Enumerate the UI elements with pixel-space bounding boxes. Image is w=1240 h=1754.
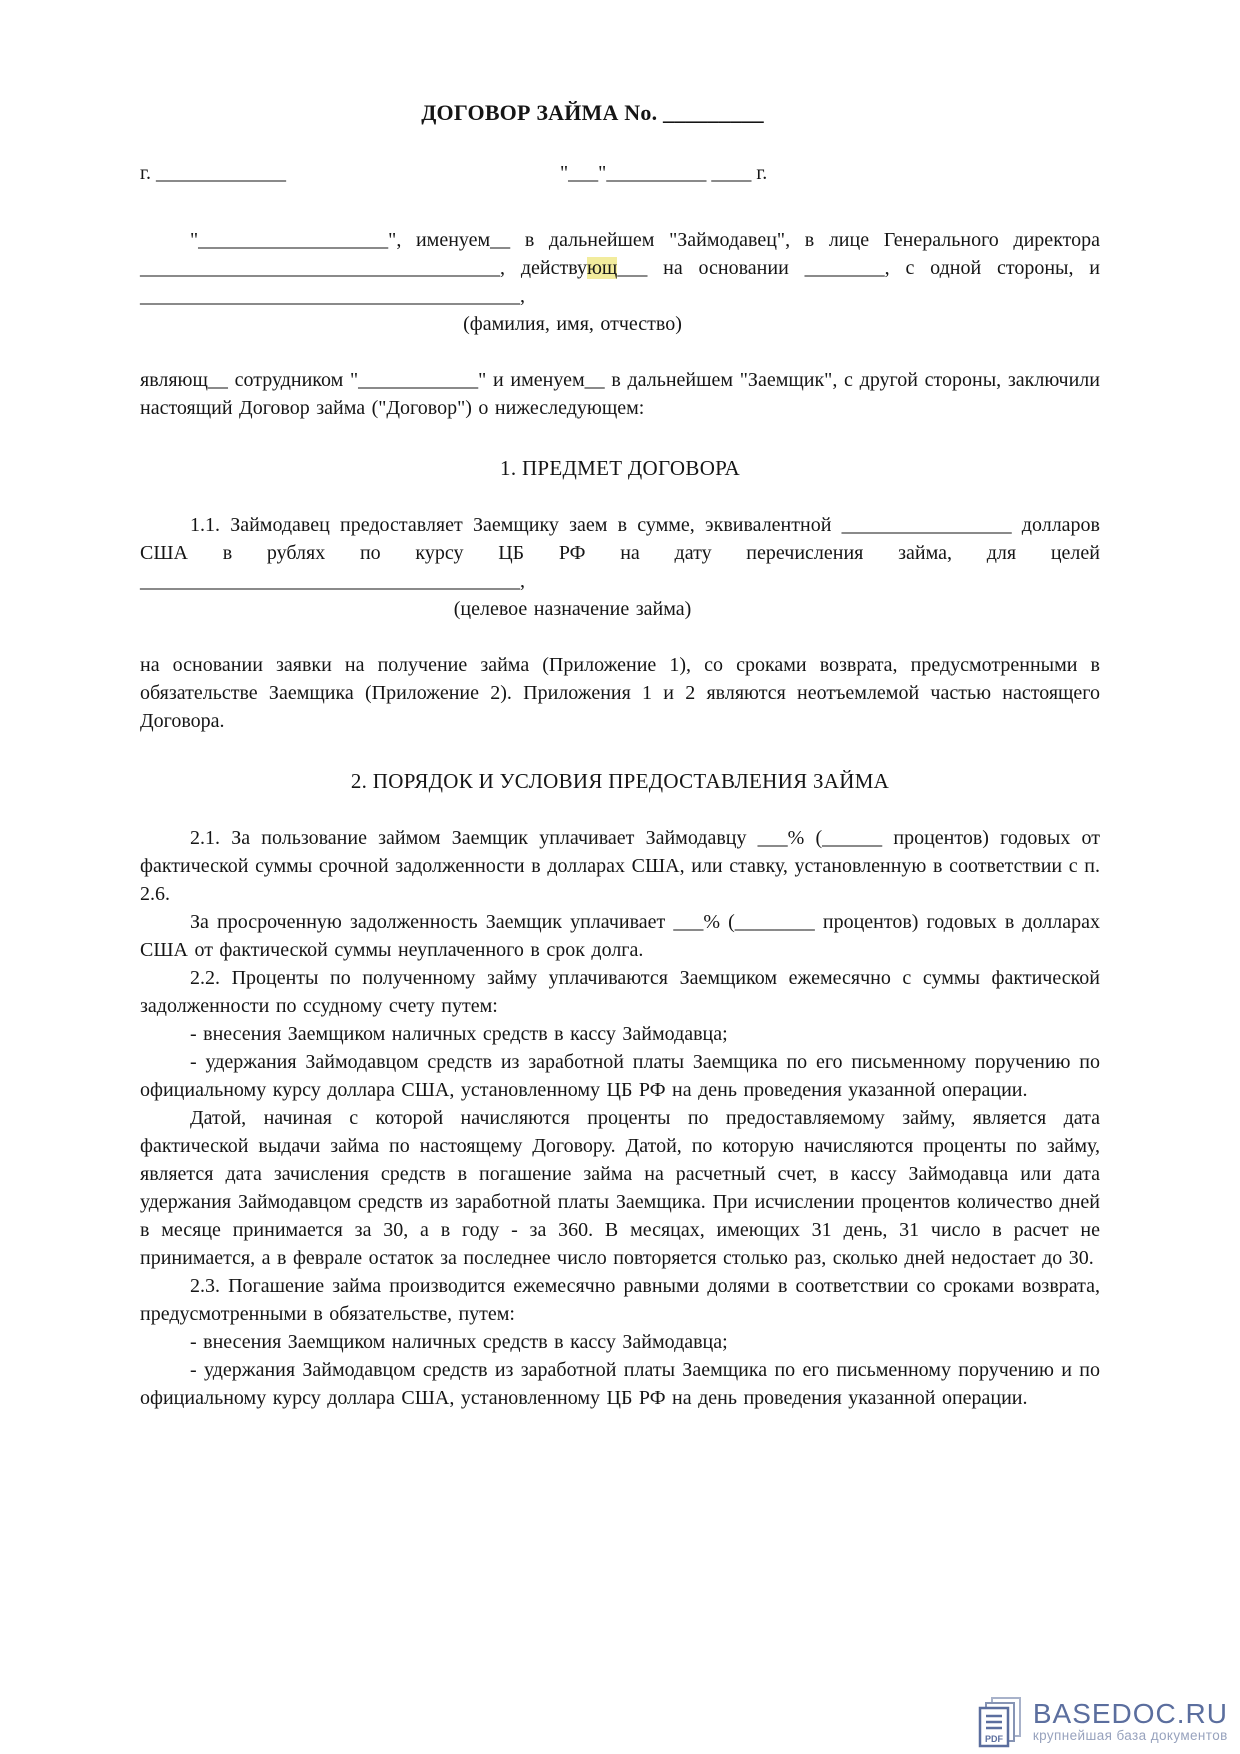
clause-2-1: 2.1. За пользование займом Заемщик уплачивает Займодавцу ___% (______ процентов) годовых от фактической суммы срочной задолженности в долларах США, или ставку, установленную в соответствии с п. 2.6. <box>140 827 1100 905</box>
watermark-text <box>1033 1700 1228 1744</box>
clause-1-1: 1.1. Займодавец предоставляет Заемщику заем в сумме, эквивалентной _________________ долларов США в рублях по курсу ЦБ РФ на дату перечисления займа, для целей ______________________________________, <box>140 514 1100 592</box>
section-2-heading: 2. ПОРЯДОК И УСЛОВИЯ ПРЕДОСТАВЛЕНИЯ ЗАЙМА <box>350 769 890 793</box>
basedoc-tagline-text: крупнейшая база документов <box>1032 1728 1228 1743</box>
fio-caption: (фамилия, имя, отчество) <box>463 313 682 335</box>
basedoc-brand-text: BASEDOC.RU <box>1032 1698 1228 1729</box>
clause-2-3: 2.3. Погашение займа производится ежемесячно равными долями в соответствии со сроками возврата, предусмотренными в обязательстве, путем: <box>140 1275 1100 1325</box>
date-blank: "___"__________ ____ г. <box>560 162 768 184</box>
clause-2-2-item-withholding: - удержания Займодавцом средств из заработной платы Заемщика по его письменному поручению по официальному курсу доллара США, установленному ЦБ РФ на день проведения указанной операции. <box>140 1051 1100 1101</box>
clause-2-3-item-cash: - внесения Заемщиком наличных средств в кассу Займодавца; <box>190 1331 728 1353</box>
section-1-heading: 1. ПРЕДМЕТ ДОГОВОРА <box>500 456 740 480</box>
city-date-line <box>140 162 1100 192</box>
preamble-borrower-paragraph: являющ__ сотрудником "____________" и именуем__ в дальнейшем "Заемщик", с другой стороны, заключили настоящий Договор займа ("Договор") о нижеследующем: <box>140 369 1100 419</box>
pdf-icon-label: PDF <box>984 1734 1003 1744</box>
loan-purpose-caption: (целевое назначение займа) <box>453 598 692 620</box>
clause-2-2-item-cash: - внесения Заемщиком наличных средств в кассу Займодавца; <box>190 1023 728 1045</box>
clause-2-1-overdue: За просроченную задолженность Заемщик уплачивает ___% (________ процентов) годовых в долларах США от фактической суммы неуплаченного в срок долга. <box>140 911 1100 961</box>
preamble-lender-paragraph: "___________________", именуем__ в дальнейшем "Займодавец", в лице Генерального директора ____________________________________, действующ___ на основании ________, с одной стороны, и ______________________________________, <box>140 229 1100 307</box>
clause-2-3-item-withholding: - удержания Займодавцом средств из заработной платы Заемщика по его письменному поручению и по официальному курсу доллара США, установленному ЦБ РФ на день проведения указанной операции. <box>140 1359 1100 1409</box>
contract-title: ДОГОВОР ЗАЙМА No. _________ <box>421 100 764 125</box>
city-blank: г. _____________ <box>140 162 286 184</box>
clause-2-2-interest-dates: Датой, начиная с которой начисляются проценты по предоставляемому займу, является дата фактической выдачи займа по настоящему Договору. Датой, по которую начисляются проценты по займу, является дата зачисления средств в погашение займа на расчетный счет, в кассу Займодавца или дата удержания Займодавцом средств из заработной платы Заемщика. При исчислении процентов количество дней в месяце принимается за 30, а в году - за 360. В месяцах, имеющих 31 день, 31 число в расчет не принимается, а в феврале остаток за последнее число повторяется столько раз, сколько дней недостает до 30. <box>140 1107 1100 1269</box>
basedoc-watermark <box>978 1696 1228 1748</box>
clause-1-1-continuation: на основании заявки на получение займа (Приложение 1), со сроками возврата, предусмотренными в обязательстве Заемщика (Приложение 2). Приложения 1 и 2 являются неотъемлемой частью настоящего Договора. <box>140 654 1100 732</box>
pdf-document-icon <box>978 1696 1024 1748</box>
clause-2-2: 2.2. Проценты по полученному займу уплачиваются Заемщиком ежемесячно с суммы фактической задолженности по ссудному счету путем: <box>140 967 1100 1017</box>
document-body <box>140 226 1100 1412</box>
